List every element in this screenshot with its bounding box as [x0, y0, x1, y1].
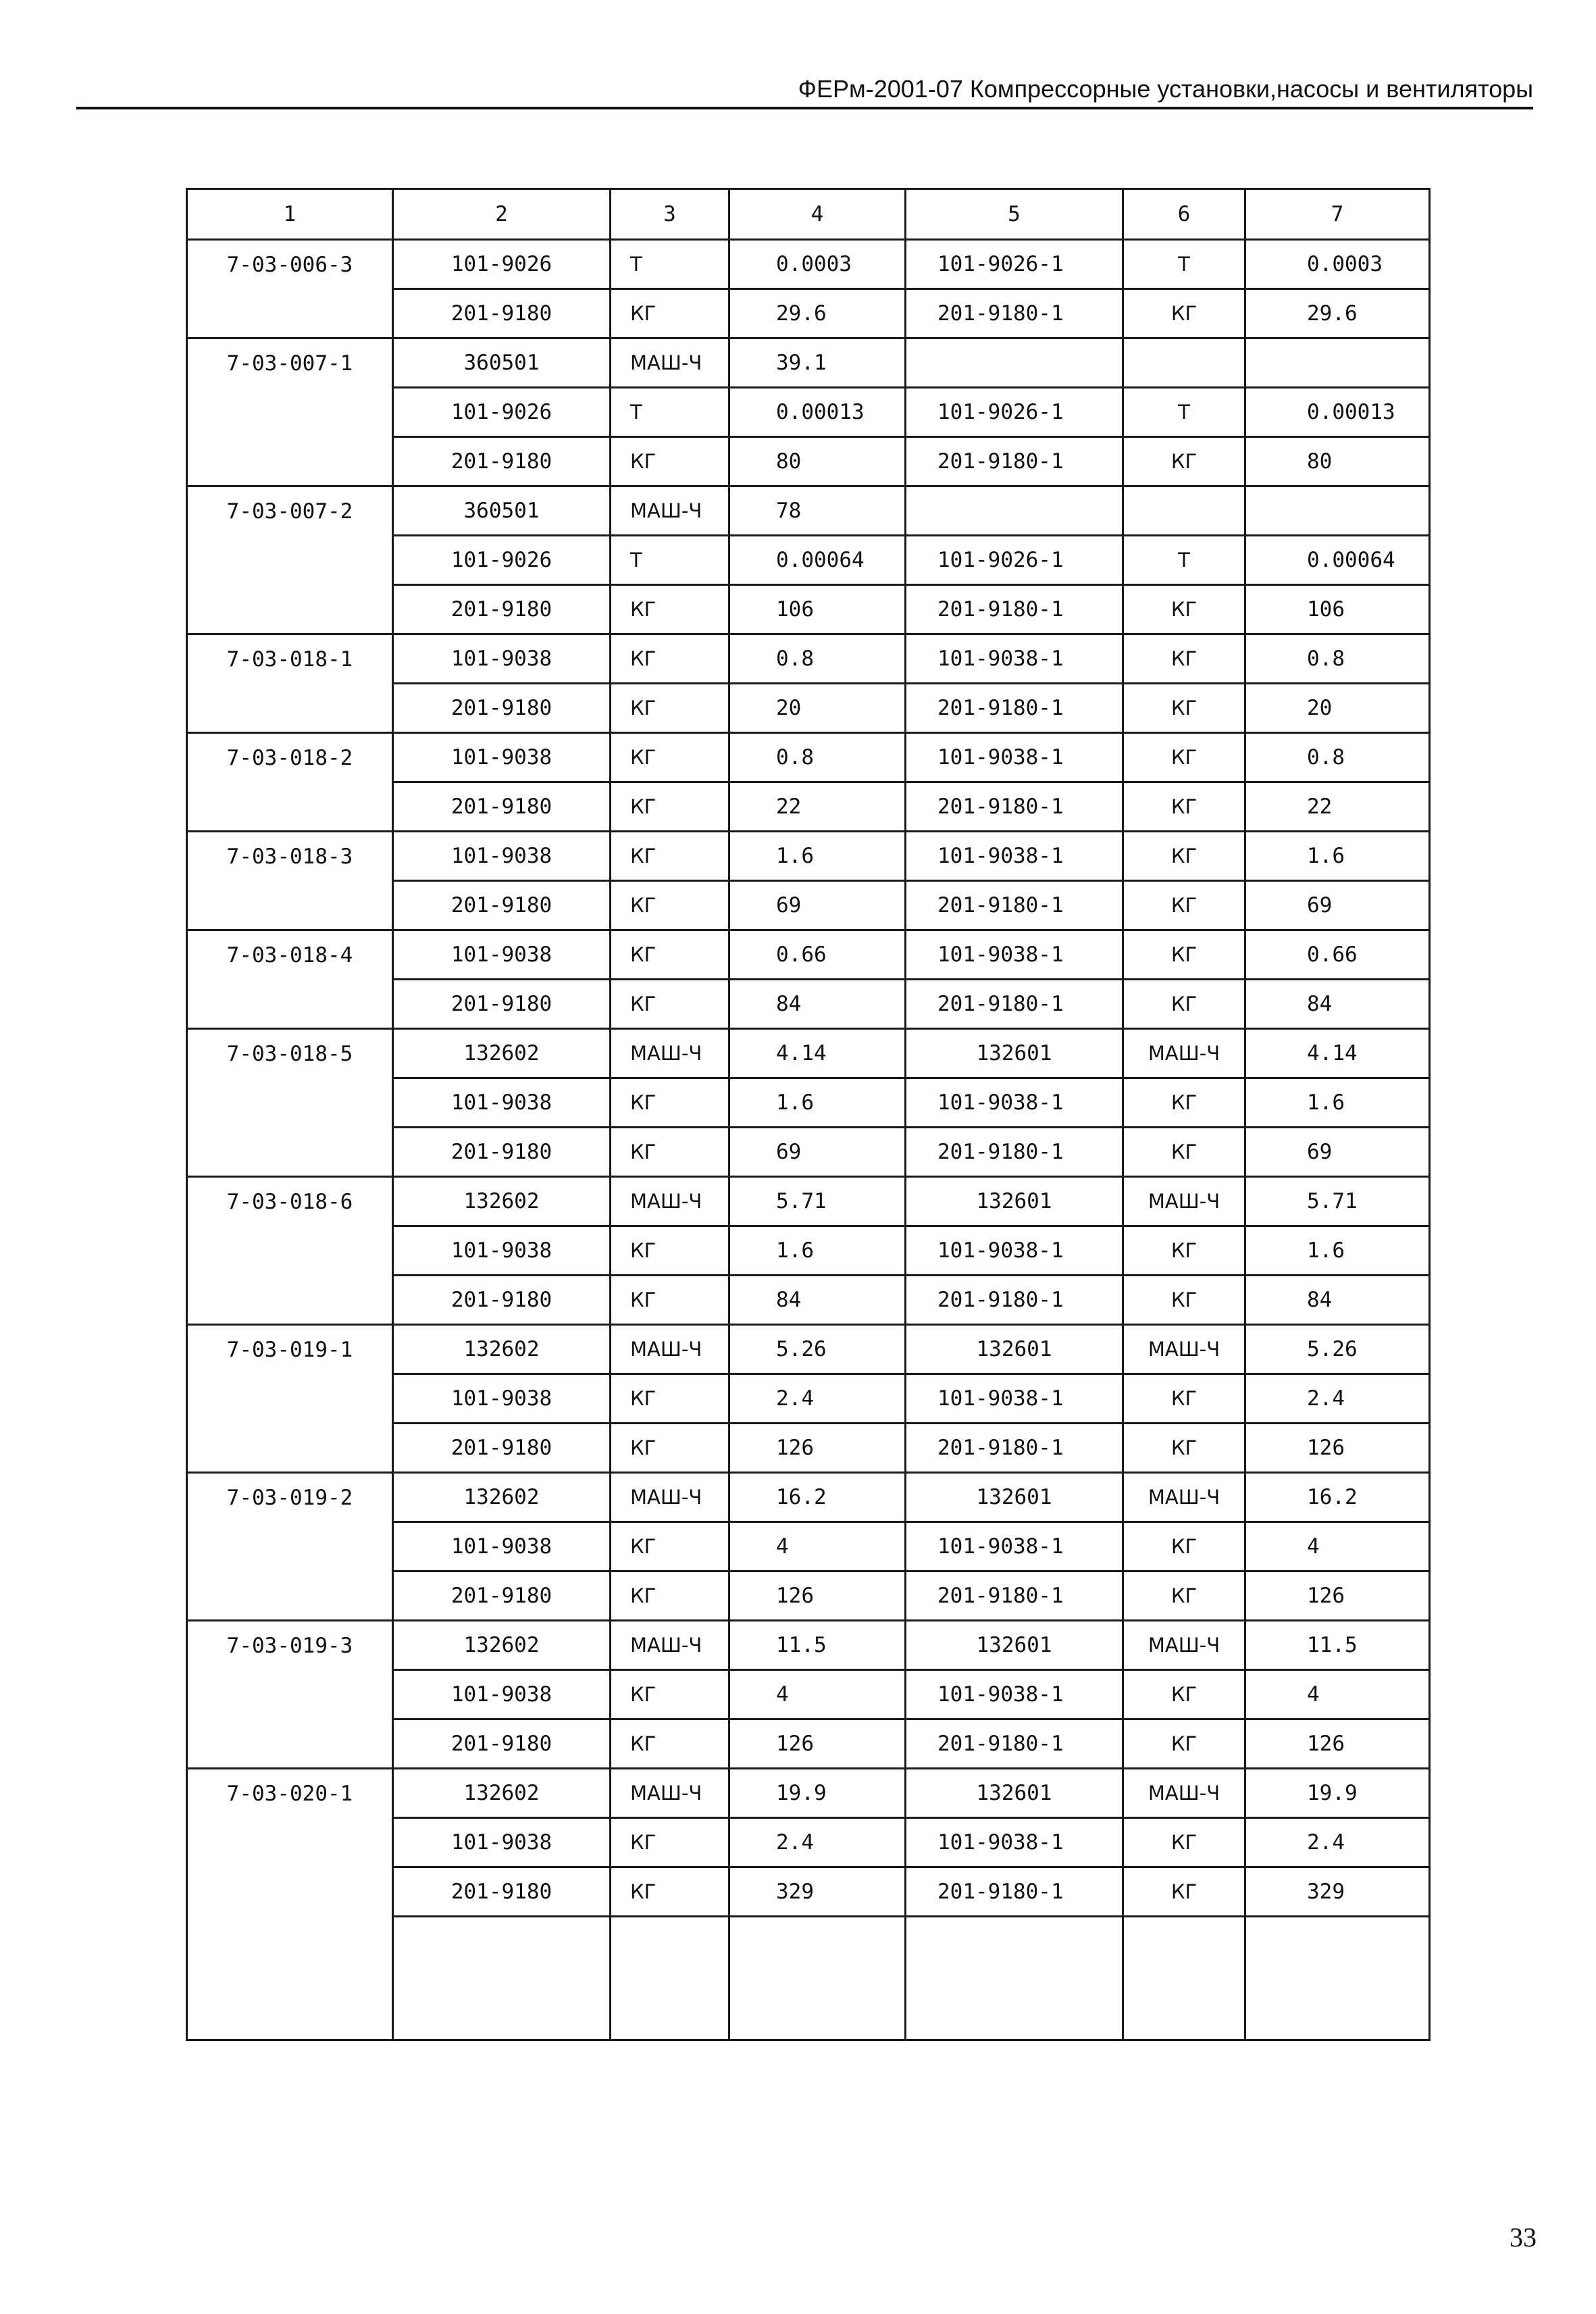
column-header: 1	[187, 189, 393, 240]
empty-cell	[729, 1917, 906, 2040]
resource-table	[186, 188, 1431, 2041]
unit-cell: КГ	[611, 1276, 729, 1325]
column-header: 7	[1245, 189, 1430, 240]
unit-cell: МАШ-Ч	[611, 1473, 729, 1522]
unit-cell: КГ	[611, 980, 729, 1029]
resource-code-cell: 201-9180	[393, 1276, 611, 1325]
replacement-quantity-cell: 1.6	[1245, 832, 1430, 881]
replacement-unit-cell: Т	[1123, 240, 1245, 289]
replacement-code-cell: 201-9180-1	[906, 585, 1123, 634]
table-row	[187, 1029, 1430, 1078]
replacement-code-cell: 132601	[906, 1621, 1123, 1670]
unit-cell: КГ	[611, 1670, 729, 1719]
replacement-quantity-cell: 0.8	[1245, 733, 1430, 782]
rate-code-cell: 7-03-019-1	[187, 1325, 393, 1473]
resource-code-cell: 132602	[393, 1177, 611, 1226]
rate-code-cell: 7-03-018-6	[187, 1177, 393, 1325]
replacement-quantity-cell: 29.6	[1245, 289, 1430, 338]
resource-code-cell: 132602	[393, 1621, 611, 1670]
replacement-quantity-cell: 5.26	[1245, 1325, 1430, 1374]
resource-code-cell: 201-9180	[393, 437, 611, 486]
resource-code-cell: 201-9180	[393, 585, 611, 634]
replacement-quantity-cell: 84	[1245, 1276, 1430, 1325]
quantity-cell: 0.8	[729, 634, 906, 684]
quantity-cell: 1.6	[729, 1226, 906, 1276]
replacement-quantity-cell: 69	[1245, 881, 1430, 930]
replacement-unit-cell: КГ	[1123, 1128, 1245, 1177]
replacement-quantity-cell: 4	[1245, 1670, 1430, 1719]
replacement-quantity-cell: 84	[1245, 980, 1430, 1029]
replacement-code-cell: 132601	[906, 1769, 1123, 1818]
replacement-quantity-cell: 80	[1245, 437, 1430, 486]
table-row	[187, 1325, 1430, 1374]
resource-code-cell: 101-9038	[393, 930, 611, 980]
unit-cell: КГ	[611, 684, 729, 733]
replacement-unit-cell: МАШ-Ч	[1123, 1769, 1245, 1818]
replacement-code-cell: 201-9180-1	[906, 1276, 1123, 1325]
replacement-unit-cell: КГ	[1123, 1276, 1245, 1325]
quantity-cell: 0.00064	[729, 536, 906, 585]
replacement-quantity-cell: 0.0003	[1245, 240, 1430, 289]
quantity-cell: 2.4	[729, 1818, 906, 1867]
table-row	[187, 832, 1430, 881]
unit-cell: Т	[611, 240, 729, 289]
replacement-unit-cell: КГ	[1123, 930, 1245, 980]
replacement-quantity-cell: 106	[1245, 585, 1430, 634]
replacement-code-cell: 101-9038-1	[906, 634, 1123, 684]
quantity-cell: 0.0003	[729, 240, 906, 289]
unit-cell: КГ	[611, 1719, 729, 1769]
rate-code-cell: 7-03-018-1	[187, 634, 393, 733]
resource-code-cell: 132602	[393, 1473, 611, 1522]
quantity-cell: 0.00013	[729, 388, 906, 437]
replacement-quantity-cell: 1.6	[1245, 1226, 1430, 1276]
resource-code-cell: 201-9180	[393, 1128, 611, 1177]
unit-cell: КГ	[611, 832, 729, 881]
replacement-unit-cell: КГ	[1123, 782, 1245, 832]
unit-cell: КГ	[611, 585, 729, 634]
quantity-cell: 126	[729, 1571, 906, 1621]
resource-code-cell: 360501	[393, 338, 611, 388]
quantity-cell: 39.1	[729, 338, 906, 388]
rate-code-cell: 7-03-018-4	[187, 930, 393, 1029]
empty-cell	[1123, 1917, 1245, 2040]
column-header: 4	[729, 189, 906, 240]
replacement-unit-cell: МАШ-Ч	[1123, 1029, 1245, 1078]
unit-cell: МАШ-Ч	[611, 1769, 729, 1818]
unit-cell: МАШ-Ч	[611, 486, 729, 536]
replacement-unit-cell	[1123, 338, 1245, 388]
resource-code-cell: 201-9180	[393, 289, 611, 338]
empty-cell	[393, 1917, 611, 2040]
empty-cell	[611, 1917, 729, 2040]
replacement-code-cell	[906, 338, 1123, 388]
unit-cell: Т	[611, 536, 729, 585]
replacement-code-cell: 101-9038-1	[906, 930, 1123, 980]
replacement-unit-cell: КГ	[1123, 1424, 1245, 1473]
quantity-cell: 5.71	[729, 1177, 906, 1226]
quantity-cell: 20	[729, 684, 906, 733]
quantity-cell: 0.66	[729, 930, 906, 980]
replacement-code-cell: 201-9180-1	[906, 684, 1123, 733]
replacement-unit-cell: КГ	[1123, 289, 1245, 338]
quantity-cell: 84	[729, 1276, 906, 1325]
replacement-unit-cell: Т	[1123, 536, 1245, 585]
quantity-cell: 29.6	[729, 289, 906, 338]
replacement-code-cell: 101-9038-1	[906, 1226, 1123, 1276]
resource-code-cell: 201-9180	[393, 881, 611, 930]
replacement-quantity-cell: 0.00064	[1245, 536, 1430, 585]
replacement-code-cell: 101-9026-1	[906, 536, 1123, 585]
replacement-code-cell: 201-9180-1	[906, 881, 1123, 930]
quantity-cell: 1.6	[729, 832, 906, 881]
replacement-quantity-cell: 20	[1245, 684, 1430, 733]
resource-code-cell: 101-9038	[393, 1522, 611, 1571]
replacement-unit-cell: КГ	[1123, 1719, 1245, 1769]
replacement-code-cell: 201-9180-1	[906, 782, 1123, 832]
resource-code-cell: 101-9038	[393, 1670, 611, 1719]
table-row	[187, 1621, 1430, 1670]
unit-cell: КГ	[611, 1128, 729, 1177]
rate-code-cell: 7-03-006-3	[187, 240, 393, 338]
replacement-quantity-cell: 22	[1245, 782, 1430, 832]
replacement-unit-cell: КГ	[1123, 1078, 1245, 1128]
replacement-quantity-cell	[1245, 338, 1430, 388]
quantity-cell: 80	[729, 437, 906, 486]
quantity-cell: 16.2	[729, 1473, 906, 1522]
rate-code-cell: 7-03-019-2	[187, 1473, 393, 1621]
replacement-code-cell: 101-9038-1	[906, 1670, 1123, 1719]
unit-cell: Т	[611, 388, 729, 437]
replacement-code-cell: 101-9038-1	[906, 1522, 1123, 1571]
rate-code-cell: 7-03-019-3	[187, 1621, 393, 1769]
replacement-quantity-cell: 4	[1245, 1522, 1430, 1571]
replacement-unit-cell: КГ	[1123, 1867, 1245, 1917]
resource-code-cell: 132602	[393, 1325, 611, 1374]
resource-code-cell: 201-9180	[393, 1867, 611, 1917]
quantity-cell: 4	[729, 1670, 906, 1719]
unit-cell: КГ	[611, 930, 729, 980]
replacement-quantity-cell: 0.00013	[1245, 388, 1430, 437]
resource-code-cell: 132602	[393, 1769, 611, 1818]
quantity-cell: 5.26	[729, 1325, 906, 1374]
table-row	[187, 930, 1430, 980]
replacement-code-cell: 101-9038-1	[906, 832, 1123, 881]
replacement-quantity-cell: 5.71	[1245, 1177, 1430, 1226]
resource-code-cell: 101-9026	[393, 388, 611, 437]
unit-cell: МАШ-Ч	[611, 1177, 729, 1226]
resource-code-cell: 201-9180	[393, 1719, 611, 1769]
replacement-unit-cell: МАШ-Ч	[1123, 1621, 1245, 1670]
resource-code-cell: 101-9038	[393, 832, 611, 881]
quantity-cell: 84	[729, 980, 906, 1029]
unit-cell: КГ	[611, 733, 729, 782]
replacement-code-cell: 201-9180-1	[906, 1571, 1123, 1621]
replacement-quantity-cell: 329	[1245, 1867, 1430, 1917]
replacement-unit-cell: КГ	[1123, 1522, 1245, 1571]
resource-code-cell: 101-9038	[393, 1226, 611, 1276]
rate-code-cell: 7-03-018-5	[187, 1029, 393, 1177]
rate-code-cell: 7-03-020-1	[187, 1769, 393, 2040]
resource-code-cell: 201-9180	[393, 980, 611, 1029]
replacement-code-cell: 101-9038-1	[906, 733, 1123, 782]
resource-code-cell: 101-9038	[393, 1818, 611, 1867]
resource-code-cell: 201-9180	[393, 684, 611, 733]
table-row	[187, 240, 1430, 289]
resource-code-cell: 101-9026	[393, 240, 611, 289]
replacement-unit-cell: КГ	[1123, 881, 1245, 930]
replacement-unit-cell: КГ	[1123, 832, 1245, 881]
quantity-cell: 126	[729, 1719, 906, 1769]
unit-cell: КГ	[611, 289, 729, 338]
replacement-unit-cell: МАШ-Ч	[1123, 1473, 1245, 1522]
column-header: 3	[611, 189, 729, 240]
rate-code-cell: 7-03-018-2	[187, 733, 393, 832]
replacement-code-cell: 201-9180-1	[906, 437, 1123, 486]
replacement-quantity-cell: 4.14	[1245, 1029, 1430, 1078]
replacement-unit-cell: КГ	[1123, 1818, 1245, 1867]
replacement-quantity-cell: 2.4	[1245, 1374, 1430, 1424]
unit-cell: КГ	[611, 437, 729, 486]
document-title: ФЕРм-2001-07 Компрессорные установки,насосы и вентиляторы	[798, 75, 1533, 103]
resource-code-cell: 201-9180	[393, 1424, 611, 1473]
unit-cell: КГ	[611, 1818, 729, 1867]
replacement-code-cell: 101-9038-1	[906, 1374, 1123, 1424]
empty-cell	[1245, 1917, 1430, 2040]
replacement-code-cell: 132601	[906, 1473, 1123, 1522]
quantity-cell: 69	[729, 881, 906, 930]
quantity-cell: 4	[729, 1522, 906, 1571]
quantity-cell: 1.6	[729, 1078, 906, 1128]
rate-code-cell: 7-03-007-2	[187, 486, 393, 634]
table-row	[187, 733, 1430, 782]
replacement-code-cell: 101-9038-1	[906, 1818, 1123, 1867]
table-header-row	[187, 189, 1430, 240]
replacement-unit-cell: МАШ-Ч	[1123, 1177, 1245, 1226]
replacement-unit-cell: КГ	[1123, 1670, 1245, 1719]
quantity-cell: 126	[729, 1424, 906, 1473]
replacement-unit-cell: МАШ-Ч	[1123, 1325, 1245, 1374]
replacement-quantity-cell: 1.6	[1245, 1078, 1430, 1128]
table-row	[187, 634, 1430, 684]
replacement-quantity-cell: 126	[1245, 1719, 1430, 1769]
replacement-unit-cell: КГ	[1123, 1374, 1245, 1424]
replacement-quantity-cell: 69	[1245, 1128, 1430, 1177]
table-row	[187, 486, 1430, 536]
unit-cell: МАШ-Ч	[611, 338, 729, 388]
replacement-code-cell: 132601	[906, 1325, 1123, 1374]
replacement-unit-cell: КГ	[1123, 684, 1245, 733]
quantity-cell: 329	[729, 1867, 906, 1917]
replacement-code-cell: 201-9180-1	[906, 1424, 1123, 1473]
unit-cell: КГ	[611, 634, 729, 684]
replacement-quantity-cell: 19.9	[1245, 1769, 1430, 1818]
unit-cell: МАШ-Ч	[611, 1325, 729, 1374]
column-header: 6	[1123, 189, 1245, 240]
quantity-cell: 78	[729, 486, 906, 536]
resource-code-cell: 101-9038	[393, 733, 611, 782]
replacement-code-cell: 101-9026-1	[906, 240, 1123, 289]
replacement-quantity-cell: 126	[1245, 1424, 1430, 1473]
quantity-cell: 19.9	[729, 1769, 906, 1818]
table-row	[187, 338, 1430, 388]
resource-code-cell: 101-9038	[393, 1078, 611, 1128]
empty-cell	[906, 1917, 1123, 2040]
replacement-unit-cell	[1123, 486, 1245, 536]
replacement-code-cell: 201-9180-1	[906, 289, 1123, 338]
replacement-quantity-cell: 0.66	[1245, 930, 1430, 980]
column-header: 2	[393, 189, 611, 240]
rate-code-cell: 7-03-007-1	[187, 338, 393, 486]
quantity-cell: 69	[729, 1128, 906, 1177]
page-number: 33	[1510, 2222, 1537, 2253]
replacement-unit-cell: Т	[1123, 388, 1245, 437]
table-row	[187, 1769, 1430, 1818]
replacement-code-cell	[906, 486, 1123, 536]
resource-code-cell: 201-9180	[393, 1571, 611, 1621]
unit-cell: КГ	[611, 1571, 729, 1621]
quantity-cell: 11.5	[729, 1621, 906, 1670]
replacement-quantity-cell: 11.5	[1245, 1621, 1430, 1670]
resource-code-cell: 132602	[393, 1029, 611, 1078]
replacement-unit-cell: КГ	[1123, 1571, 1245, 1621]
replacement-quantity-cell: 2.4	[1245, 1818, 1430, 1867]
unit-cell: КГ	[611, 881, 729, 930]
quantity-cell: 4.14	[729, 1029, 906, 1078]
resource-code-cell: 101-9026	[393, 536, 611, 585]
quantity-cell: 22	[729, 782, 906, 832]
replacement-quantity-cell: 16.2	[1245, 1473, 1430, 1522]
unit-cell: КГ	[611, 1424, 729, 1473]
unit-cell: КГ	[611, 782, 729, 832]
unit-cell: МАШ-Ч	[611, 1029, 729, 1078]
column-header: 5	[906, 189, 1123, 240]
replacement-unit-cell: КГ	[1123, 1226, 1245, 1276]
replacement-code-cell: 101-9038-1	[906, 1078, 1123, 1128]
resource-code-cell: 201-9180	[393, 782, 611, 832]
replacement-code-cell: 132601	[906, 1177, 1123, 1226]
replacement-unit-cell: КГ	[1123, 733, 1245, 782]
quantity-cell: 0.8	[729, 733, 906, 782]
unit-cell: МАШ-Ч	[611, 1621, 729, 1670]
replacement-code-cell: 201-9180-1	[906, 980, 1123, 1029]
replacement-code-cell: 132601	[906, 1029, 1123, 1078]
unit-cell: КГ	[611, 1078, 729, 1128]
replacement-unit-cell: КГ	[1123, 980, 1245, 1029]
rate-code-cell: 7-03-018-3	[187, 832, 393, 930]
header-divider	[76, 107, 1533, 109]
replacement-code-cell: 201-9180-1	[906, 1867, 1123, 1917]
table-row	[187, 1473, 1430, 1522]
resource-code-cell: 101-9038	[393, 1374, 611, 1424]
unit-cell: КГ	[611, 1374, 729, 1424]
unit-cell: КГ	[611, 1522, 729, 1571]
quantity-cell: 2.4	[729, 1374, 906, 1424]
replacement-quantity-cell	[1245, 486, 1430, 536]
unit-cell: КГ	[611, 1867, 729, 1917]
replacement-code-cell: 101-9026-1	[906, 388, 1123, 437]
replacement-quantity-cell: 0.8	[1245, 634, 1430, 684]
resource-code-cell: 360501	[393, 486, 611, 536]
replacement-code-cell: 201-9180-1	[906, 1719, 1123, 1769]
replacement-unit-cell: КГ	[1123, 585, 1245, 634]
replacement-unit-cell: КГ	[1123, 437, 1245, 486]
quantity-cell: 106	[729, 585, 906, 634]
unit-cell: КГ	[611, 1226, 729, 1276]
resource-code-cell: 101-9038	[393, 634, 611, 684]
replacement-code-cell: 201-9180-1	[906, 1128, 1123, 1177]
table-row	[187, 1177, 1430, 1226]
replacement-quantity-cell: 126	[1245, 1571, 1430, 1621]
replacement-unit-cell: КГ	[1123, 634, 1245, 684]
